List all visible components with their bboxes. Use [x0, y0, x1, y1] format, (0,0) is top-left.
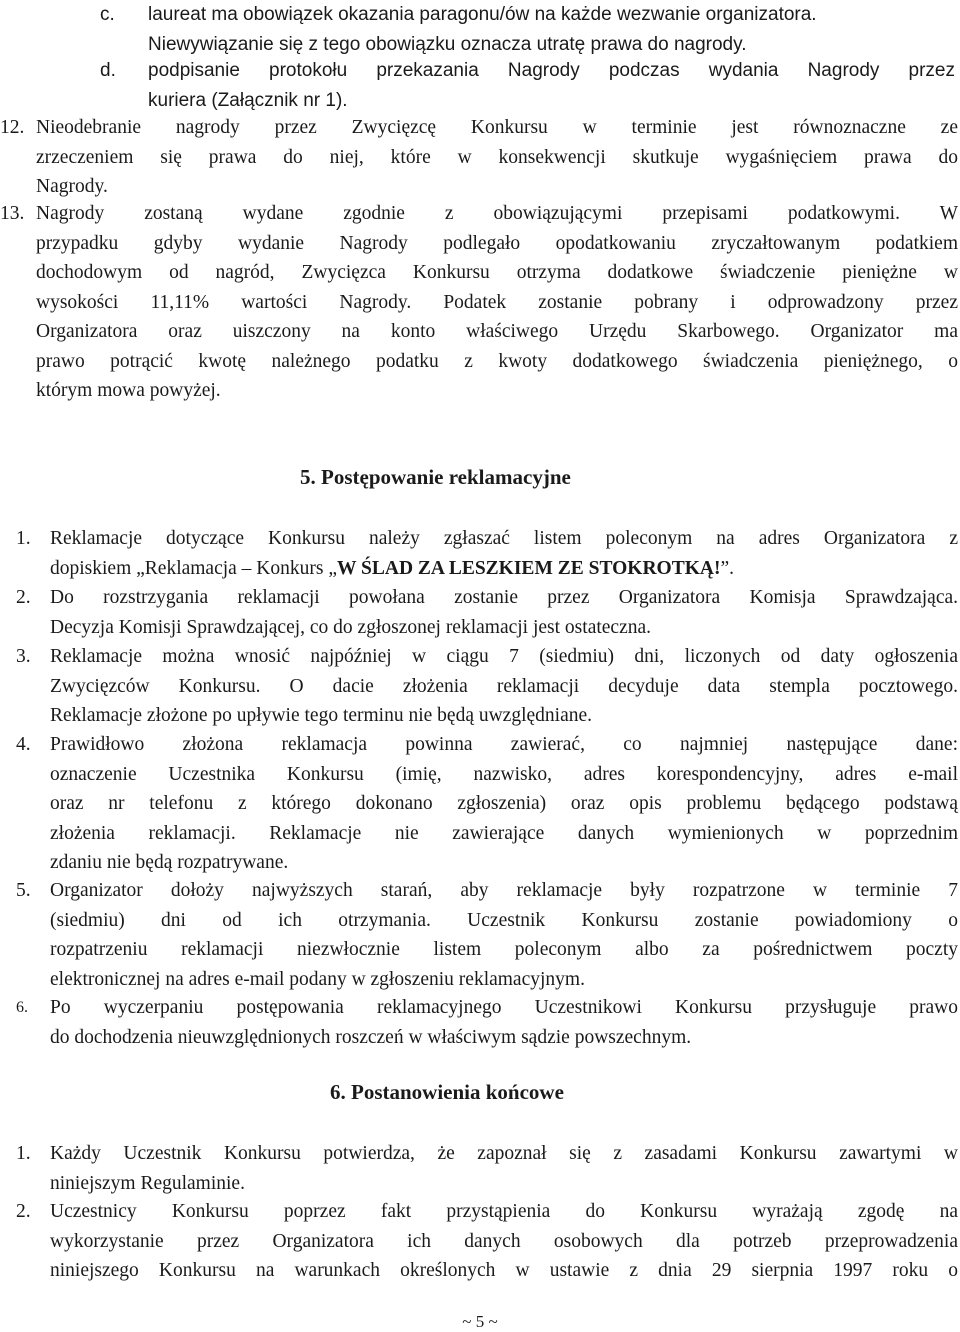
item-marker: 4.: [16, 734, 31, 755]
complaint-item-5: [16, 876, 958, 994]
item-text: podpisanie protokołu przekazania Nagrody podczas wydania Nagrody przez kuriera (Załącznik nr 1).: [148, 60, 955, 111]
item-text: Prawidłowo złożona reklamacja powinna zawierać, co najmniej następujące dane: oznaczenie Uczestnika Konkursu (imię, nazwisko, adres korespondencyjny, adres e-mail oraz nr telefonu z którego dokonano zgłoszenia) oraz opis problemu będącego podstawą złożenia reklamacji. Reklamacje nie zawierające danych wymienionych w poprzednim zdaniu nie będą rozpatrywane.: [50, 734, 958, 873]
item-marker: 1.: [16, 1143, 31, 1164]
item-marker: 13.: [0, 203, 25, 224]
item-text: Nieodebranie nagrody przez Zwycięzcę Konkursu w terminie jest równoznaczne ze zrzeczeniem się prawa do niej, które w konsekwencji skutkuje wygaśnięciem prawa do Nagrody.: [36, 117, 958, 197]
complaint-item-2: [16, 583, 958, 642]
contest-name: W ŚLAD ZA LESZKIEM ZE STOKROTKĄ!: [337, 557, 721, 579]
final-item-1: [16, 1139, 958, 1198]
item-marker: 3.: [16, 646, 31, 667]
item-text: Do rozstrzygania reklamacji powołana zostanie przez Organizatora Komisja Sprawdzająca. Decyzja Komisji Sprawdzającej, co do zgłoszonej reklamacji jest ostateczna.: [50, 587, 958, 638]
item-text: Reklamacje dotyczące Konkursu należy zgłaszać listem poleconym na adres Organizatora z dopiskiem „Reklamacja – Konkurs „W ŚLAD ZA LESZKIEM ZE STOKROTKĄ!”.: [50, 528, 958, 579]
complaint-item-6: [16, 993, 958, 1052]
item-marker: c.: [100, 4, 115, 25]
item-marker: d.: [100, 60, 116, 81]
complaint-item-4: [16, 730, 958, 878]
item-marker: 12.: [0, 117, 25, 138]
item-text: Po wyczerpaniu postępowania reklamacyjnego Uczestnikowi Konkursu przysługuje prawo do dochodzenia nieuwzględnionych roszczeń w właściwym sądzie powszechnym.: [50, 997, 958, 1048]
item-text: Każdy Uczestnik Konkursu potwierdza, że zapoznał się z zasadami Konkursu zawartymi w niniejszym Regulaminie.: [50, 1143, 958, 1194]
item-marker: 2.: [16, 1201, 31, 1222]
final-item-2: [16, 1197, 958, 1286]
list-item-12: [0, 113, 960, 202]
list-item-d: [100, 56, 955, 115]
item-marker: 2.: [16, 587, 31, 608]
item-text: Reklamacje można wnosić najpóźniej w ciągu 7 (siedmiu) dni, liczonych od daty ogłoszenia Zwycięzców Konkursu. O dacie złożenia reklamacji decyduje data stempla pocztowego. Reklamacje złożone po upływie tego terminu nie będą uwzględniane.: [50, 646, 958, 726]
item-text: Nagrody zostaną wydane zgodnie z obowiązującymi przepisami podatkowymi. W przypadku gdyby wydanie Nagrody podlegało opodatkowaniu zryczałtowanym podatkiem dochodowym od nagród, Zwycięzca Konkursu otrzyma dodatkowe świadczenie pieniężne w wysokości 11,11% wartości Nagrody. Podatek zostanie pobrany i odprowadzony przez Organizatora oraz uiszczony na konto właściwego Urzędu Skarbowego. Organizator ma prawo potrącić kwotę należnego podatku z kwoty dodatkowego świadczenia pieniężnego, o którym mowa powyżej.: [36, 203, 958, 401]
complaint-item-1: [16, 524, 958, 583]
page-number: ~ 5 ~: [462, 1312, 498, 1331]
complaint-item-3: [16, 642, 958, 731]
item-text: Uczestnicy Konkursu poprzez fakt przystąpienia do Konkursu wyrażają zgodę na wykorzystanie przez Organizatora ich danych osobowych dla potrzeb przeprowadzenia niniejszego Konkursu na warunkach określonych w ustawie z dnia 29 sierpnia 1997 roku o: [50, 1201, 958, 1281]
section-heading-5: 5. Postępowanie reklamacyjne: [300, 465, 571, 489]
item-marker: 5.: [16, 880, 31, 901]
list-item-c: [100, 0, 955, 59]
item-text: laureat ma obowiązek okazania paragonu/ów na każde wezwanie organizatora. Niewywiązanie się z tego obowiązku oznacza utratę prawa do nagrody.: [148, 4, 817, 55]
item-text: Organizator dołoży najwyższych starań, aby reklamacje były rozpatrzone w terminie 7 (siedmiu) dni od ich otrzymania. Uczestnik Konkursu zostanie powiadomiony o rozpatrzeniu reklamacji niezwłocznie listem poleconym albo za pośrednictwem poczty elektronicznej na adres e-mail podany w zgłoszeniu reklamacyjnym.: [50, 880, 958, 990]
section-heading-6: 6. Postanowienia końcowe: [330, 1080, 564, 1104]
list-item-13: [0, 199, 960, 406]
item-marker: 1.: [16, 528, 31, 549]
item-marker: 6.: [16, 999, 28, 1016]
